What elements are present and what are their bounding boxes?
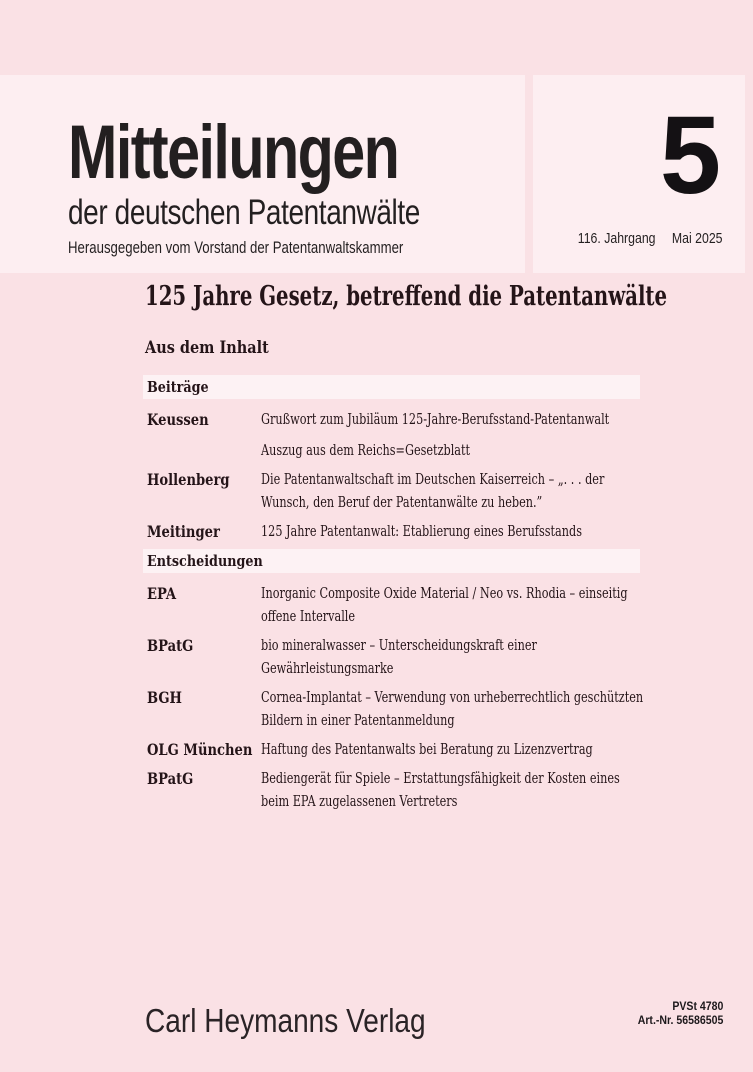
entry-paragraph: bio mineralwasser – Unterscheidungskraft einer Gewährleistungsmarke [261,636,537,677]
entry-label-text: Keussen [147,410,209,429]
contents-entry [143,468,640,514]
entry-label-text: OLG München [147,740,253,759]
issue-meta [578,230,723,247]
entry-label [143,686,261,732]
contents-entry [143,408,640,462]
cover-headline: 125 Jahre Gesetz, betreffend die Patentanwälte [145,281,668,312]
entry-label-text: Hollenberg [147,470,230,489]
entry-body [261,468,640,514]
entry-paragraph: Auszug aus dem Reichs=Gesetzblatt [261,441,471,459]
entry-label [143,582,261,628]
journal-subtitle: der deutschen Patentanwälte [68,193,420,232]
entry-paragraph: Grußwort zum Jubiläum 125-Jahre-Berufsstand-Patentanwalt [261,410,610,428]
entry-label-text: BPatG [147,769,194,788]
entry-label-text: BPatG [147,636,194,655]
contents-entry [143,582,640,628]
contents-sections [143,375,644,819]
contents-entry [143,634,640,680]
entry-label-text: EPA [147,584,177,603]
entry-label [143,738,261,761]
entry-label-text: Meitinger [147,522,220,541]
masthead-panel [0,75,525,273]
contents-entry [143,738,640,761]
contents-entry [143,686,644,732]
publisher-name: Carl Heymanns Verlag [145,1002,426,1039]
entry-paragraph: Haftung des Patentanwalts bei Beratung zu Lizenzvertrag [261,740,593,758]
issue-month: Mai 2025 [672,230,723,247]
entry-body [261,520,640,543]
contents-label: Aus dem Inhalt [145,338,269,358]
entry-label-text: BGH [147,688,182,707]
entry-body [261,738,640,761]
entry-paragraph: Die Patentanwaltschaft im Deutschen Kaiserreich – „. . . der Wunsch, den Beruf der Patentanwälte zu heben.” [261,470,605,511]
contents-entry [143,520,640,543]
entry-label [143,468,261,514]
entry-body [261,582,640,628]
entry-paragraph: Inorganic Composite Oxide Material / Neo vs. Rhodia – einseitig offene Intervalle [261,584,628,625]
entry-body [261,634,640,680]
issue-panel [533,75,745,273]
entry-paragraph: Cornea-Implantat – Verwendung von urheberrechtlich geschützten Bildern in einer Patentanmeldung [261,688,644,729]
postal-code: PVSt 4780 [671,999,723,1013]
entry-label [143,767,261,813]
footer-codes [637,999,723,1027]
contents-section [143,549,644,813]
entry-body [261,686,644,732]
contents-section [143,375,640,543]
contents-entry [143,767,640,813]
entry-body [261,408,640,462]
entry-label [143,408,261,462]
section-title: Beiträge [147,378,209,396]
entry-paragraph: 125 Jahre Patentanwalt: Etablierung eines Berufsstands [261,522,582,540]
entry-paragraph: Bediengerät für Spiele – Erstattungsfähigkeit der Kosten eines beim EPA zugelassenen Vertreters [261,769,620,810]
section-band [143,375,640,399]
masthead-block [68,110,508,257]
article-number: Art.-Nr. 56586505 [637,1013,723,1027]
issue-number: 5 [659,94,721,217]
journal-publisher-line: Herausgegeben vom Vorstand der Patentanwaltskammer [68,238,404,257]
entry-label [143,634,261,680]
issue-volume: 116. Jahrgang [578,230,656,247]
section-title: Entscheidungen [147,552,263,570]
entry-body [261,767,640,813]
journal-title: Mitteilungen [68,110,399,195]
section-band [143,549,640,573]
entry-label [143,520,261,543]
